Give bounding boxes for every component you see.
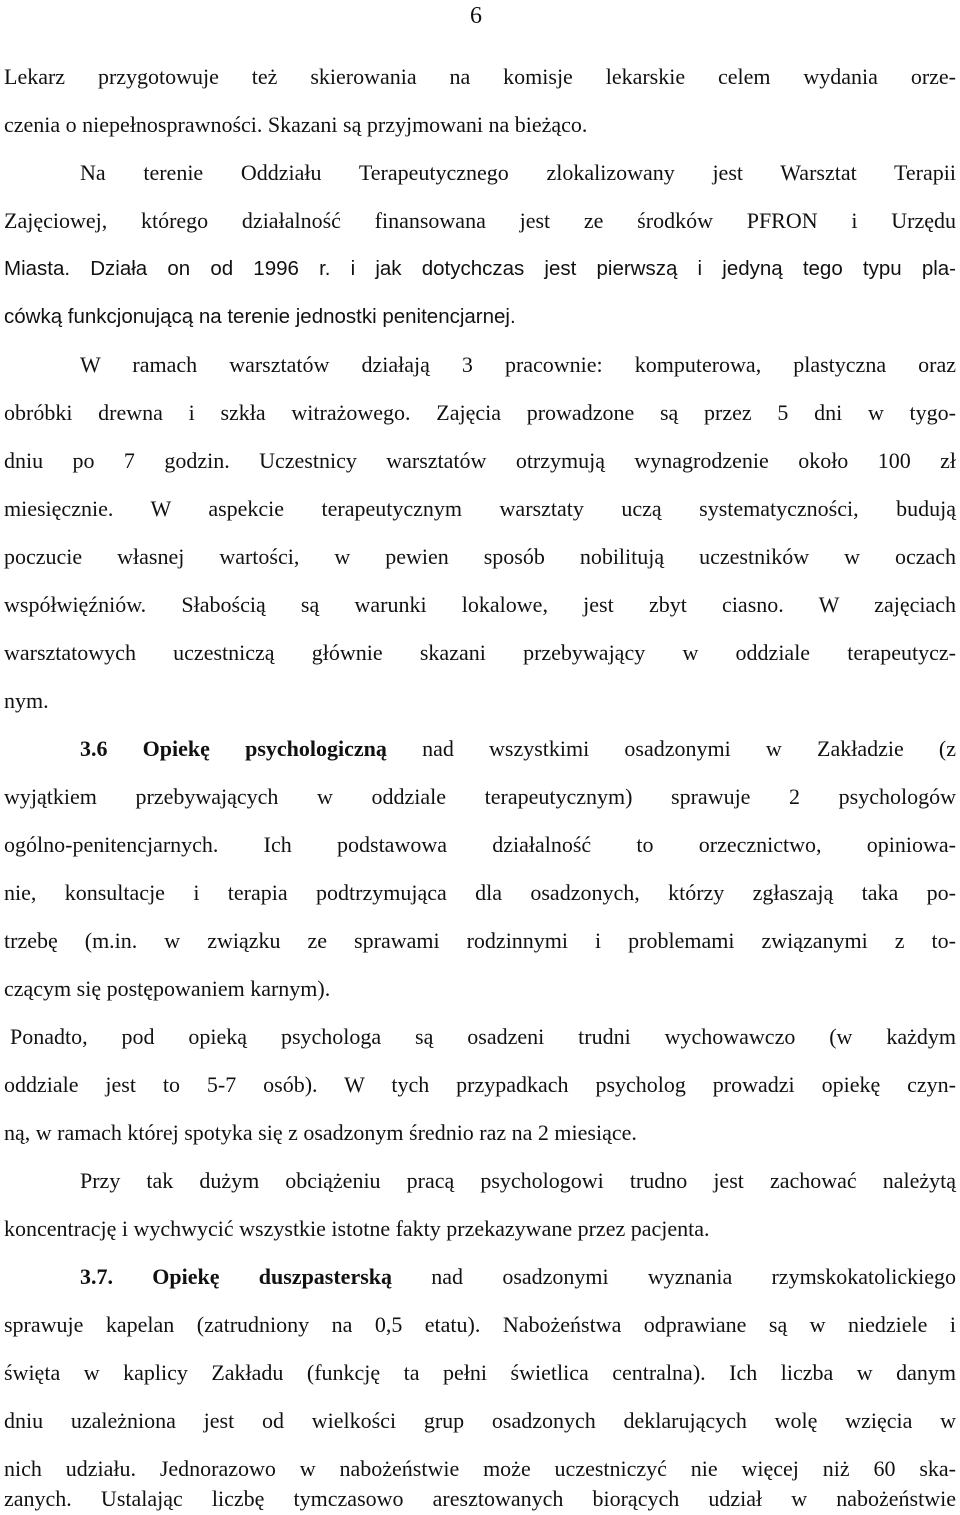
section-heading: 3.6 Opiekę psychologiczną	[80, 736, 387, 761]
text-line: obróbki drewna i szkła witrażowego. Zajęcia prowadzone są przez 5 dni w tygo-	[4, 400, 956, 425]
text-line: dniu po 7 godzin. Uczestnicy warsztatów otrzymują wynagrodzenie około 100 zł	[4, 448, 956, 473]
text-line: sprawuje kapelan (zatrudniony na 0,5 etatu). Nabożeństwa odprawiane są w niedziele i	[4, 1312, 956, 1337]
text-line: Przy tak dużym obciążeniu pracą psychologowi trudno jest zachować należytą	[80, 1168, 956, 1193]
text-line: zanych. Ustalając liczbę tymczasowo aresztowanych biorących udział w nabożeństwie	[4, 1486, 956, 1511]
text-span: nad osadzonymi wyznania rzymskokatolickiego	[392, 1264, 956, 1289]
text-line: nich udziału. Jednorazowo w nabożeństwie może uczestniczyć nie więcej niż 60 ska-	[4, 1456, 956, 1481]
text-line: trzebę (m.in. w związku ze sprawami rodzinnymi i problemami związanymi z to-	[4, 928, 956, 953]
text-line: współwięźniów. Słabością są warunki lokalowe, jest zbyt ciasno. W zajęciach	[4, 592, 956, 617]
text-line: miesięcznie. W aspekcie terapeutycznym warsztaty uczą systematyczności, budują	[4, 496, 956, 521]
text-line: czącym się postępowaniem karnym).	[4, 976, 331, 1001]
text-line: oddziale jest to 5-7 osób). W tych przypadkach psycholog prowadzi opiekę czyn-	[4, 1072, 956, 1097]
text-line: poczucie własnej wartości, w pewien sposób nobilitują uczestników w oczach	[4, 544, 956, 569]
text-line: święta w kaplicy Zakładu (funkcję ta pełni świetlica centralna). Ich liczba w danym	[4, 1360, 956, 1385]
text-line: nym.	[4, 688, 49, 713]
text-line: koncentrację i wychwycić wszystkie istotne fakty przekazywane przez pacjenta.	[4, 1216, 710, 1241]
text-line: cówką funkcjonującą na terenie jednostki penitencjarnej.	[4, 305, 516, 328]
text-line: nie, konsultacje i terapia podtrzymująca dla osadzonych, którzy zgłaszają taka po-	[4, 880, 956, 905]
text-line: Na terenie Oddziału Terapeutycznego zlokalizowany jest Warsztat Terapii	[80, 160, 956, 185]
text-line: Miasta. Działa on od 1996 r. i jak dotychczas jest pierwszą i jedyną tego typu pla-	[4, 257, 956, 280]
text-line: ną, w ramach której spotyka się z osadzonym średnio raz na 2 miesiące.	[4, 1120, 637, 1145]
text-line: ogólno-penitencjarnych. Ich podstawowa działalność to orzecznictwo, opiniowa-	[4, 832, 956, 857]
text-span: nad wszystkimi osadzonymi w Zakładzie (z	[386, 736, 956, 761]
section-heading-line	[80, 734, 956, 764]
page-number: 6	[470, 3, 482, 29]
text-line: dniu uzależniona jest od wielkości grup osadzonych deklarujących wolę wzięcia w	[4, 1408, 956, 1433]
text-line: Zajęciowej, którego działalność finansowana jest ze środków PFRON i Urzędu	[4, 208, 956, 233]
text-line: Ponadto, pod opieką psychologa są osadzeni trudni wychowawczo (w każdym	[10, 1024, 956, 1049]
section-heading-line	[80, 1262, 956, 1292]
text-line: warsztatowych uczestniczą głównie skazani przebywający w oddziale terapeutycz-	[4, 640, 956, 665]
text-line: czenia o niepełnosprawności. Skazani są przyjmowani na bieżąco.	[4, 112, 588, 137]
text-line: W ramach warsztatów działają 3 pracownie: komputerowa, plastyczna oraz	[80, 352, 956, 377]
section-heading: 3.7. Opiekę duszpasterską	[80, 1264, 393, 1289]
text-line: Lekarz przygotowuje też skierowania na komisje lekarskie celem wydania orze-	[4, 64, 956, 89]
text-line: wyjątkiem przebywających w oddziale terapeutycznym) sprawuje 2 psychologów	[4, 784, 956, 809]
